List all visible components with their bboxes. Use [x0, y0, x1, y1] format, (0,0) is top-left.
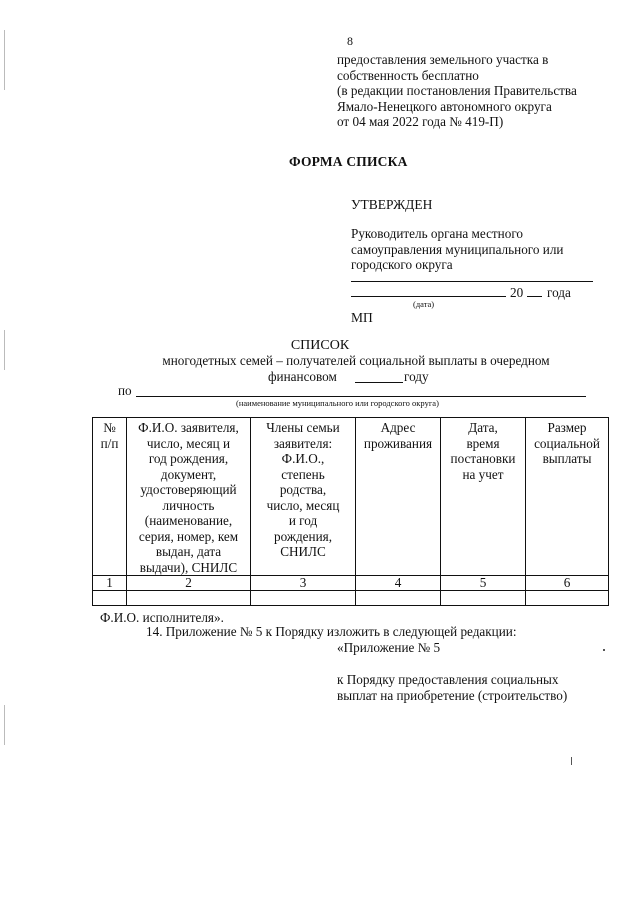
appendix-title: «Приложение № 5	[337, 640, 441, 655]
head-org-line: городского округа	[351, 257, 453, 272]
year-blank	[527, 288, 542, 297]
scan-margin-mark	[4, 30, 5, 90]
header-cell-amount: Размер социальной выплаты	[526, 418, 609, 576]
column-number: 6	[526, 576, 609, 591]
date-caption: (дата)	[413, 299, 435, 309]
appendix-subtitle-line: выплат на приобретение (строительство)	[337, 687, 568, 703]
po-label: по	[118, 383, 132, 398]
signature-line	[351, 273, 593, 282]
header-line: (в редакции постановления Правительства	[337, 83, 577, 98]
head-org-line: Руководитель органа местного	[351, 226, 524, 241]
header-line: Ямало-Ненецкого автономного округа	[337, 98, 552, 114]
empty-cell	[93, 591, 127, 606]
seal-label: МП	[351, 310, 373, 325]
approved-label: УТВЕРЖДЕН	[351, 197, 433, 212]
column-number: 3	[251, 576, 356, 591]
table-row-empty	[93, 591, 609, 606]
form-title: ФОРМА СПИСКА	[289, 154, 408, 169]
column-number: 2	[127, 576, 251, 591]
appendix-subtitle	[337, 672, 567, 703]
item-14-text: 14. Приложение № 5 к Порядку изложить в следующей редакции:	[146, 624, 517, 639]
header-cell-date: Дата, время постановки на учет	[441, 418, 526, 576]
column-number: 1	[93, 576, 127, 591]
list-subtitle-financial: финансовом	[268, 369, 337, 384]
header-line: предоставления земельного участка в	[337, 52, 549, 67]
families-table	[92, 417, 609, 606]
scan-margin-mark	[4, 330, 5, 370]
executor-label: Ф.И.О. исполнителя».	[100, 610, 224, 625]
header-cell-applicant: Ф.И.О. заявителя, число, месяц и год рождения, документ, удостоверяющий личность (наименование, серия, номер, кем выдан, дата выдачи), СНИЛС	[127, 418, 251, 576]
empty-cell	[526, 591, 609, 606]
header-line: от 04 мая 2022 года № 419-П)	[337, 114, 504, 129]
empty-cell	[356, 591, 441, 606]
column-number: 5	[441, 576, 526, 591]
scan-margin-mark	[4, 705, 5, 745]
year-word: году	[404, 369, 429, 384]
scan-speck	[603, 649, 605, 651]
empty-cell	[441, 591, 526, 606]
appendix-subtitle-line: к Порядку предоставления социальных	[337, 672, 559, 687]
header-cell-family: Члены семьи заявителя: Ф.И.О., степень родства, число, месяц и год рождения, СНИЛС	[251, 418, 356, 576]
header-cell-address: Адрес проживания	[356, 418, 441, 576]
date-line	[351, 288, 506, 297]
empty-cell	[251, 591, 356, 606]
table-row-numbers	[93, 576, 609, 591]
list-subtitle: многодетных семей – получателей социальной выплаты в очередном	[162, 353, 550, 368]
empty-cell	[127, 591, 251, 606]
header-cell-number: № п/п	[93, 418, 127, 576]
year-prefix: 20	[510, 285, 524, 300]
scan-speck	[571, 757, 572, 765]
head-org-line: самоуправления муниципального или	[351, 241, 564, 257]
head-org-block	[351, 226, 563, 273]
municipality-caption: (наименование муниципального или городского округа)	[236, 398, 439, 408]
page-number: 8	[347, 34, 353, 48]
year-word: года	[547, 285, 571, 300]
column-number: 4	[356, 576, 441, 591]
municipality-line	[136, 386, 586, 397]
year-blank	[355, 370, 403, 383]
header-line: собственность бесплатно	[337, 67, 479, 83]
table-header-row	[93, 418, 609, 576]
header-block	[337, 52, 577, 130]
list-title: СПИСОК	[290, 338, 350, 353]
